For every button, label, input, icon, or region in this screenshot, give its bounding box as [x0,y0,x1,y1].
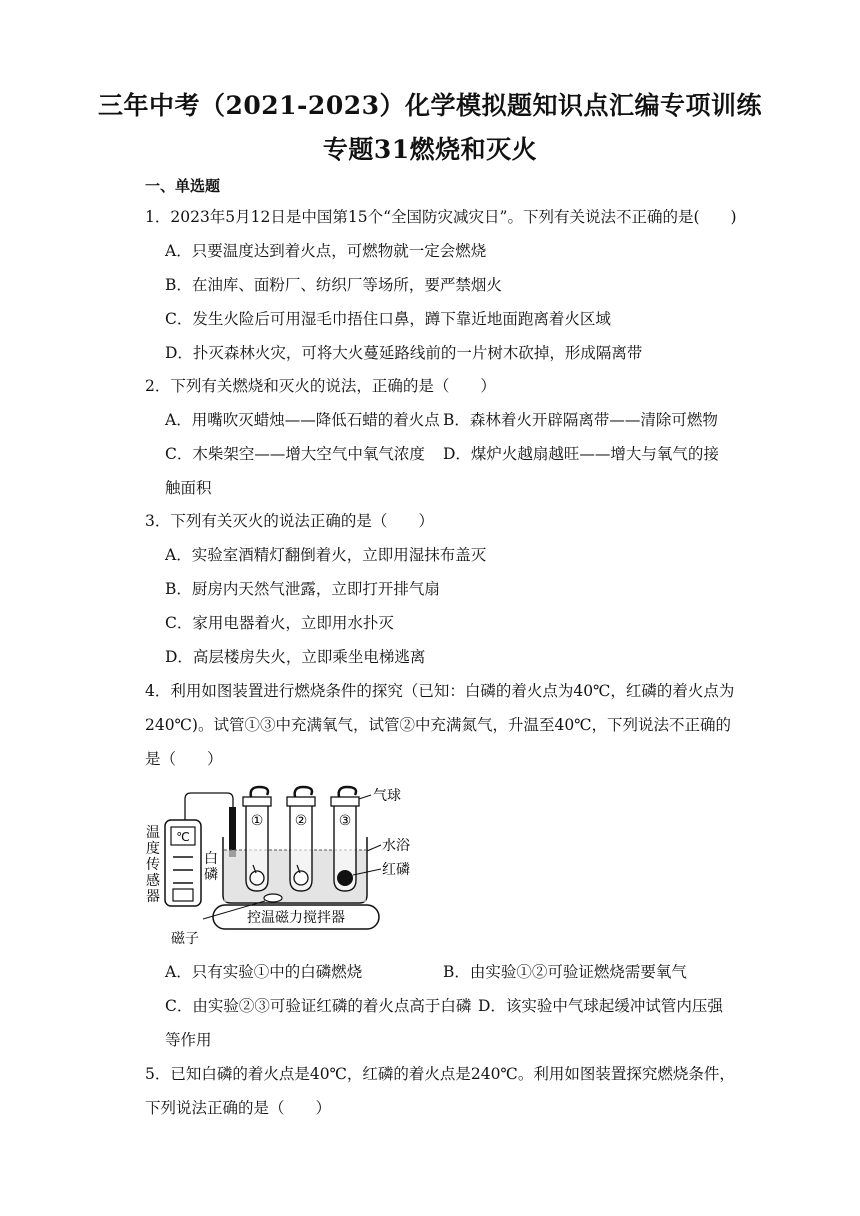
svg-text:器: 器 [146,889,160,905]
svg-text:传: 传 [146,857,160,873]
question-1-option-c: C．发生火险后可用湿毛巾捂住口鼻，蹲下靠近地面跑离着火区域 [165,310,611,328]
test-tube-2 [287,787,315,891]
balloon-label: 气球 [373,788,401,804]
page-title: 三年中考（2021-2023）化学模拟题知识点汇编专项训练 [97,91,763,120]
magnet-label: 磁子 [171,931,199,945]
tube-1-label: ① [250,813,264,829]
question-3-option-d: D．高层楼房失火，立即乘坐电梯逃离 [165,648,426,666]
sensor-unit: ℃ [176,830,190,844]
question-2-option-d: D．煤炉火越扇越旺——增大与氧气的接 [443,445,719,463]
red-phosphorus-label: 红磷 [382,862,410,878]
question-4-option-a: A．只有实验①中的白磷燃烧 [165,963,363,981]
test-tube-1 [243,787,271,891]
tube-2-label: ② [294,813,308,829]
question-2-option-d-continued: 触面积 [165,479,212,497]
question-1-stem: 1．2023年5月12日是中国第15个“全国防灾减灾日”。下列有关说法不正确的是( ) [145,208,737,226]
question-3-stem: 3．下列有关灭火的说法正确的是（ ） [145,512,434,530]
svg-text:度: 度 [146,841,160,857]
question-2-option-b: B．森林着火开辟隔离带——清除可燃物 [443,411,718,429]
page-subtitle: 专题31燃烧和灭火 [322,135,538,164]
svg-text:温: 温 [146,825,160,841]
tube-3-label: ③ [338,813,352,829]
question-2-stem: 2．下列有关燃烧和灭火的说法，正确的是（ ） [145,377,496,395]
red-phosphorus [337,870,353,886]
question-4-stem-line2: 240℃)。试管①③中充满氧气，试管②中充满氮气，升温至40℃，下列说法不正确的 [145,716,732,734]
svg-text:感: 感 [146,873,160,889]
question-3-option-a: A．实验室酒精灯翻倒着火，立即用湿抹布盖灭 [165,546,487,564]
question-4-option-d-continued: 等作用 [165,1031,212,1049]
question-3-option-c: C．家用电器着火，立即用水扑灭 [165,614,394,632]
question-2-option-c: C．木柴架空——增大空气中氧气浓度 [165,445,425,463]
question-4-option-d: D．该实验中气球起缓冲试管内压强 [478,997,723,1015]
question-4-stem-line3: 是（ ） [145,750,223,768]
magnetic-stir-bar [264,894,282,902]
combustion-apparatus-diagram [145,785,425,945]
question-1-option-a: A．只要温度达到着火点，可燃物就一定会燃烧 [165,242,487,260]
question-1-option-d: D．扑灭森林火灾，可将大火蔓延路线前的一片树木砍掉，形成隔离带 [165,344,643,362]
sensor-wire [185,793,233,820]
question-4-option-b: B．由实验①②可验证燃烧需要氧气 [443,963,687,981]
question-2-option-a: A．用嘴吹灭蜡烛——降低石蜡的着火点 [165,411,440,429]
question-3-option-b: B．厨房内天然气泄露，立即打开排气扇 [165,580,440,598]
sensor-label [146,825,160,905]
stirrer-label: 控温磁力搅拌器 [247,910,345,926]
svg-text:磷: 磷 [204,867,218,883]
svg-text:白: 白 [204,851,218,867]
test-tube-3 [331,787,359,891]
question-4-stem-line1: 4．利用如图装置进行燃烧条件的探究（已知：白磷的着火点为40℃，红磷的着火点为 [145,682,735,700]
question-4-option-c: C．由实验②③可验证红磷的着火点高于白磷 [165,997,472,1015]
water-bath-label: 水浴 [382,838,410,854]
question-5-stem-line1: 5．已知白磷的着火点是40℃，红磷的着火点是240℃。利用如图装置探究燃烧条件， [145,1065,735,1083]
white-phosphorus-label [204,851,218,883]
question-5-stem-line2: 下列说法正确的是（ ） [145,1099,332,1117]
question-1-option-b: B．在油库、面粉厂、纺织厂等场所，要严禁烟火 [165,276,502,294]
section-heading: 一、单选题 [145,177,221,195]
